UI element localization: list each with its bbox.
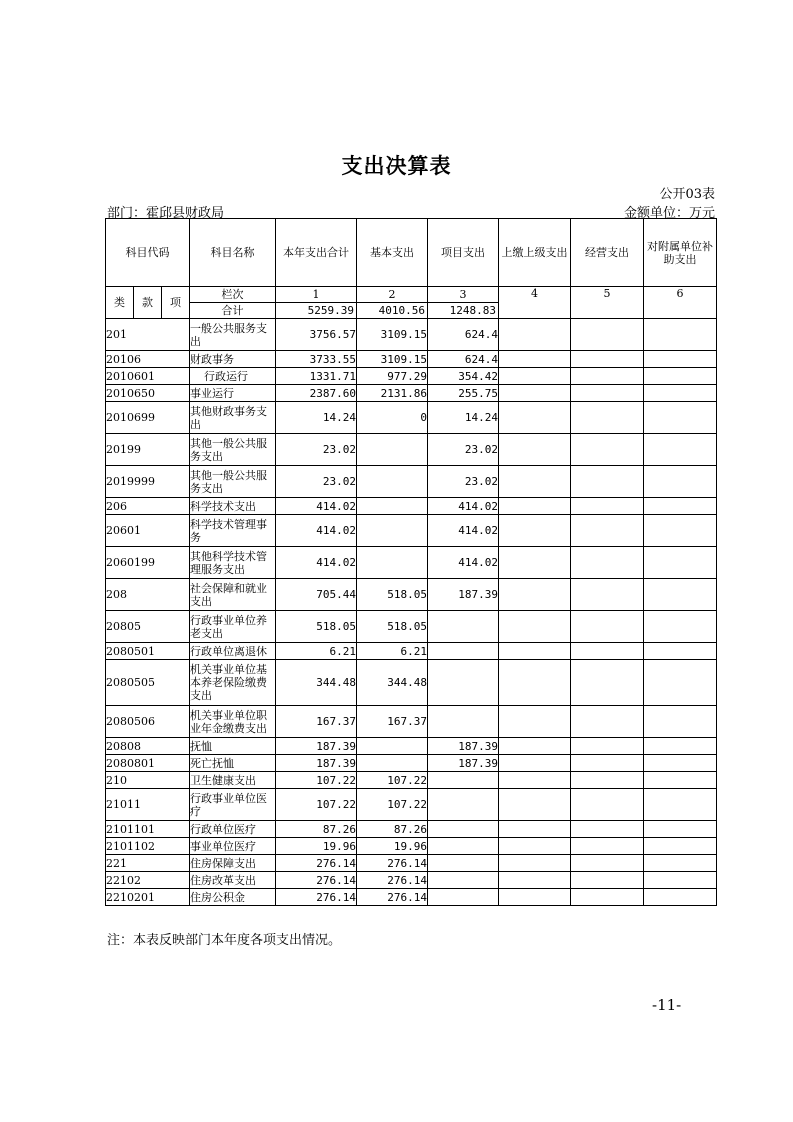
row-code: 2019999: [106, 466, 190, 498]
row-subsidiary: [644, 838, 717, 855]
row-project: 14.24: [428, 402, 499, 434]
row-project: 187.39: [428, 579, 499, 611]
row-basic: 19.96: [357, 838, 428, 855]
row-basic: 518.05: [357, 579, 428, 611]
row-total: 414.02: [276, 498, 357, 515]
row-code: 208: [106, 579, 190, 611]
row-upper: [499, 755, 571, 772]
row-total: 107.22: [276, 789, 357, 821]
row-code: 206: [106, 498, 190, 515]
row-upper: [499, 402, 571, 434]
column-number-row: [106, 287, 717, 303]
row-code: 21011: [106, 789, 190, 821]
row-project: [428, 838, 499, 855]
row-code: 20106: [106, 351, 190, 368]
table-row: [106, 838, 717, 855]
row-name: 其他一般公共服务支出: [190, 466, 276, 498]
row-business: [571, 515, 644, 547]
table-row: [106, 319, 717, 351]
table-row: [106, 755, 717, 772]
row-business: [571, 660, 644, 706]
row-name: 抚恤: [190, 738, 276, 755]
row-code: 210: [106, 772, 190, 789]
table-note: 注：本表反映部门本年度各项支出情况。: [107, 933, 342, 948]
department-label: 部门：霍邱县财政局: [107, 206, 225, 221]
row-business: [571, 872, 644, 889]
row-name: 事业运行: [190, 385, 276, 402]
row-subsidiary: [644, 789, 717, 821]
header-code: 科目代码: [106, 219, 190, 287]
row-code: 2010650: [106, 385, 190, 402]
row-total: 14.24: [276, 402, 357, 434]
row-basic: 3109.15: [357, 319, 428, 351]
row-subsidiary: [644, 643, 717, 660]
row-total: 276.14: [276, 889, 357, 906]
row-total: 6.21: [276, 643, 357, 660]
table-row: [106, 611, 717, 643]
table-row: [106, 643, 717, 660]
header-xiang: 项: [162, 287, 190, 319]
row-code: 2080801: [106, 755, 190, 772]
row-total: 518.05: [276, 611, 357, 643]
row-code: 2080501: [106, 643, 190, 660]
row-subsidiary: [644, 821, 717, 838]
row-subsidiary: [644, 872, 717, 889]
expenditure-table: [105, 218, 717, 906]
row-total: 187.39: [276, 755, 357, 772]
row-subsidiary: [644, 368, 717, 385]
row-project: 624.4: [428, 351, 499, 368]
header-upper: 上缴上级支出: [499, 219, 571, 287]
row-total: 167.37: [276, 706, 357, 738]
row-business: [571, 385, 644, 402]
row-code: 20199: [106, 434, 190, 466]
row-upper: [499, 855, 571, 872]
row-upper: [499, 385, 571, 402]
row-upper: [499, 547, 571, 579]
row-code: 2010699: [106, 402, 190, 434]
row-code: 2010601: [106, 368, 190, 385]
row-code: 20805: [106, 611, 190, 643]
row-name: 住房改革支出: [190, 872, 276, 889]
row-business: [571, 738, 644, 755]
row-name: 卫生健康支出: [190, 772, 276, 789]
row-name: 机关事业单位职业年金缴费支出: [190, 706, 276, 738]
row-subsidiary: [644, 660, 717, 706]
row-basic: 87.26: [357, 821, 428, 838]
row-name: 其他财政事务支出: [190, 402, 276, 434]
row-subsidiary: [644, 579, 717, 611]
row-project: 414.02: [428, 515, 499, 547]
row-subsidiary: [644, 889, 717, 906]
row-business: [571, 855, 644, 872]
table-row: [106, 821, 717, 838]
row-business: [571, 643, 644, 660]
row-subsidiary: [644, 611, 717, 643]
row-total: 276.14: [276, 872, 357, 889]
row-total: 23.02: [276, 434, 357, 466]
row-business: [571, 547, 644, 579]
header-lei: 类: [106, 287, 134, 319]
row-upper: [499, 821, 571, 838]
row-code: 20601: [106, 515, 190, 547]
col-number-4: 4: [499, 287, 571, 319]
row-name: 行政事业单位医疗: [190, 789, 276, 821]
table-row: [106, 434, 717, 466]
row-basic: 6.21: [357, 643, 428, 660]
row-subsidiary: [644, 706, 717, 738]
form-number: 公开03表: [659, 187, 715, 202]
row-name: 社会保障和就业支出: [190, 579, 276, 611]
row-project: 255.75: [428, 385, 499, 402]
row-basic: [357, 434, 428, 466]
header-name: 科目名称: [190, 219, 276, 287]
row-upper: [499, 643, 571, 660]
row-project: 354.42: [428, 368, 499, 385]
row-business: [571, 351, 644, 368]
row-upper: [499, 660, 571, 706]
row-upper: [499, 319, 571, 351]
row-upper: [499, 351, 571, 368]
table-row: [106, 855, 717, 872]
table-row: [106, 772, 717, 789]
row-total: 414.02: [276, 547, 357, 579]
row-business: [571, 319, 644, 351]
row-total: 705.44: [276, 579, 357, 611]
row-project: 187.39: [428, 738, 499, 755]
table-row: [106, 789, 717, 821]
row-subsidiary: [644, 547, 717, 579]
row-business: [571, 889, 644, 906]
row-upper: [499, 579, 571, 611]
row-project: 624.4: [428, 319, 499, 351]
row-basic: [357, 515, 428, 547]
table-row: [106, 385, 717, 402]
row-name: 机关事业单位基本养老保险缴费支出: [190, 660, 276, 706]
row-basic: 518.05: [357, 611, 428, 643]
col-number-2: 2: [357, 287, 428, 303]
row-total: 2387.60: [276, 385, 357, 402]
table-row: [106, 872, 717, 889]
row-subsidiary: [644, 738, 717, 755]
row-subsidiary: [644, 434, 717, 466]
row-project: [428, 789, 499, 821]
row-upper: [499, 611, 571, 643]
row-code: 2101101: [106, 821, 190, 838]
row-name: 其他科学技术管理服务支出: [190, 547, 276, 579]
row-subsidiary: [644, 772, 717, 789]
row-basic: [357, 547, 428, 579]
row-total: 3733.55: [276, 351, 357, 368]
row-total: 3756.57: [276, 319, 357, 351]
row-total: 107.22: [276, 772, 357, 789]
row-upper: [499, 515, 571, 547]
table-row: [106, 579, 717, 611]
row-basic: 0: [357, 402, 428, 434]
row-name: 行政运行: [190, 368, 276, 385]
row-basic: 977.29: [357, 368, 428, 385]
row-name: 科学技术支出: [190, 498, 276, 515]
row-basic: 276.14: [357, 872, 428, 889]
row-subsidiary: [644, 466, 717, 498]
row-name: 财政事务: [190, 351, 276, 368]
row-business: [571, 789, 644, 821]
row-name: 住房保障支出: [190, 855, 276, 872]
row-name: 住房公积金: [190, 889, 276, 906]
row-total: 276.14: [276, 855, 357, 872]
row-name: 其他一般公共服务支出: [190, 434, 276, 466]
total-basic: 4010.56: [357, 303, 428, 319]
row-upper: [499, 789, 571, 821]
row-total: 1331.71: [276, 368, 357, 385]
row-total: 19.96: [276, 838, 357, 855]
total-amount: 5259.39: [276, 303, 357, 319]
row-project: 414.02: [428, 547, 499, 579]
row-project: 414.02: [428, 498, 499, 515]
row-business: [571, 466, 644, 498]
row-upper: [499, 738, 571, 755]
row-basic: [357, 498, 428, 515]
row-project: [428, 660, 499, 706]
row-basic: [357, 755, 428, 772]
row-project: [428, 772, 499, 789]
row-upper: [499, 889, 571, 906]
header-basic: 基本支出: [357, 219, 428, 287]
row-basic: 107.22: [357, 789, 428, 821]
header-total: 本年支出合计: [276, 219, 357, 287]
row-subsidiary: [644, 855, 717, 872]
row-upper: [499, 434, 571, 466]
row-basic: 107.22: [357, 772, 428, 789]
row-business: [571, 821, 644, 838]
table-row: [106, 706, 717, 738]
table-row: [106, 889, 717, 906]
row-project: [428, 889, 499, 906]
row-total: 344.48: [276, 660, 357, 706]
row-basic: [357, 738, 428, 755]
table-row: [106, 660, 717, 706]
row-upper: [499, 872, 571, 889]
header-subsidiary: 对附属单位补助支出: [644, 219, 717, 287]
row-project: [428, 855, 499, 872]
row-business: [571, 434, 644, 466]
row-total: 23.02: [276, 466, 357, 498]
row-code: 221: [106, 855, 190, 872]
row-project: [428, 706, 499, 738]
row-name: 科学技术管理事务: [190, 515, 276, 547]
col-number-1: 1: [276, 287, 357, 303]
row-project: 23.02: [428, 434, 499, 466]
row-business: [571, 838, 644, 855]
table-row: [106, 547, 717, 579]
row-business: [571, 706, 644, 738]
total-project: 1248.83: [428, 303, 499, 319]
row-business: [571, 611, 644, 643]
row-project: 187.39: [428, 755, 499, 772]
col-number-3: 3: [428, 287, 499, 303]
row-total: 187.39: [276, 738, 357, 755]
header-lanci: 栏次: [190, 287, 276, 303]
col-number-5: 5: [571, 287, 644, 319]
table-row: [106, 498, 717, 515]
row-project: [428, 611, 499, 643]
header-row: [106, 219, 717, 287]
row-name: 行政单位离退休: [190, 643, 276, 660]
table-row: [106, 738, 717, 755]
header-project: 项目支出: [428, 219, 499, 287]
page-title: 支出决算表: [341, 154, 452, 178]
row-project: [428, 643, 499, 660]
row-business: [571, 579, 644, 611]
row-business: [571, 368, 644, 385]
row-basic: 3109.15: [357, 351, 428, 368]
row-total: 414.02: [276, 515, 357, 547]
row-code: 20808: [106, 738, 190, 755]
row-code: 2101102: [106, 838, 190, 855]
row-upper: [499, 838, 571, 855]
table-row: [106, 402, 717, 434]
row-basic: 276.14: [357, 889, 428, 906]
row-basic: 167.37: [357, 706, 428, 738]
row-subsidiary: [644, 515, 717, 547]
table-row: [106, 351, 717, 368]
col-number-6: 6: [644, 287, 717, 319]
row-business: [571, 772, 644, 789]
row-project: [428, 821, 499, 838]
row-name: 行政事业单位养老支出: [190, 611, 276, 643]
amount-unit-label: 金额单位：万元: [623, 206, 715, 221]
row-code: 2060199: [106, 547, 190, 579]
row-upper: [499, 706, 571, 738]
table-row: [106, 466, 717, 498]
row-subsidiary: [644, 498, 717, 515]
row-name: 一般公共服务支出: [190, 319, 276, 351]
row-name: 事业单位医疗: [190, 838, 276, 855]
header-kuan: 款: [134, 287, 162, 319]
row-business: [571, 755, 644, 772]
row-basic: [357, 466, 428, 498]
table-row: [106, 368, 717, 385]
row-subsidiary: [644, 319, 717, 351]
header-business: 经营支出: [571, 219, 644, 287]
row-upper: [499, 498, 571, 515]
row-basic: 276.14: [357, 855, 428, 872]
row-subsidiary: [644, 402, 717, 434]
row-basic: 344.48: [357, 660, 428, 706]
row-name: 行政单位医疗: [190, 821, 276, 838]
row-code: 2210201: [106, 889, 190, 906]
row-project: 23.02: [428, 466, 499, 498]
row-code: 22102: [106, 872, 190, 889]
row-upper: [499, 368, 571, 385]
row-upper: [499, 466, 571, 498]
row-subsidiary: [644, 385, 717, 402]
row-code: 201: [106, 319, 190, 351]
row-code: 2080506: [106, 706, 190, 738]
row-business: [571, 402, 644, 434]
row-subsidiary: [644, 351, 717, 368]
total-label: 合计: [190, 303, 276, 319]
row-name: 死亡抚恤: [190, 755, 276, 772]
row-business: [571, 498, 644, 515]
page-number: -11-: [652, 996, 682, 1014]
table-row: [106, 515, 717, 547]
row-project: [428, 872, 499, 889]
row-code: 2080505: [106, 660, 190, 706]
row-basic: 2131.86: [357, 385, 428, 402]
row-upper: [499, 772, 571, 789]
row-subsidiary: [644, 755, 717, 772]
row-total: 87.26: [276, 821, 357, 838]
